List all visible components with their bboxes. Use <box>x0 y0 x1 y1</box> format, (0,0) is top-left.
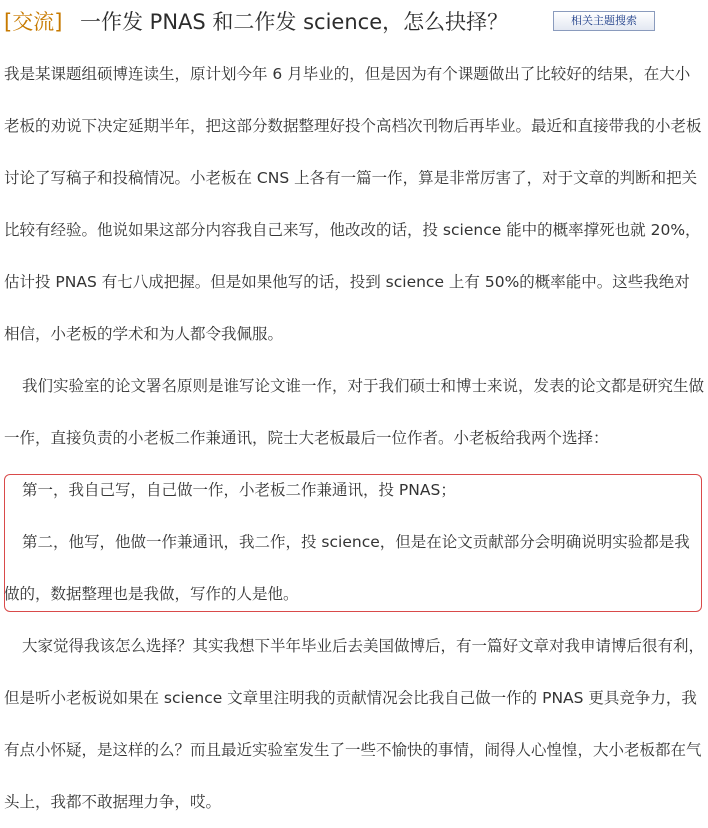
post-paragraph-3: 大家觉得我该怎么选择？其实我想下半年毕业后去美国做博后，有一篇好文章对我申请博后很有利，但是听小老板说如果在 science 文章里注明我的贡献情况会比我自己做一作的 PNAS 更具竞争力，我有点小怀疑，是这样的么？而且最近实验室发生了一些不愉快的事情，闹得人心惶惶，大小老板都在气头上，我都不敢据理力争，哎。 <box>4 637 705 811</box>
category-tag[interactable]: [交流] <box>4 10 63 34</box>
related-search-button[interactable]: 相关主题搜索 <box>553 11 655 31</box>
post-title: 一作发 PNAS 和二作发 science，怎么抉择？ <box>80 10 509 34</box>
option-2-text: 第二，他写，他做一作兼通讯，我二作，投 science，但是在论文贡献部分会明确说明实验都是我做的，数据整理也是我做，写作的人是他。 <box>4 533 690 603</box>
options-block <box>4 464 704 620</box>
post-paragraph-1: 我是某课题组硕博连读生，原计划今年 6 月毕业的，但是因为有个课题做出了比较好的结果，在大小老板的劝说下决定延期半年，把这部分数据整理好投个高档次刊物后再毕业。最近和直接带我的小老板讨论了写稿子和投稿情况。小老板在 CNS 上各有一篇一作，算是非常厉害了，对于文章的判断和把关比较有经验。他说如果这部分内容我自己来写，他改改的话，投 science 能中的概率撑死也就 20%，估计投 PNAS 有七八成把握。但是如果他写的话，投到 science 上有 50%的概率能中。这些我绝对相信，小老板的学术和为人都令我佩服。 <box>4 65 702 343</box>
post-title-row <box>2 6 706 40</box>
post-paragraph-2: 我们实验室的论文署名原则是谁写论文谁一作，对于我们硕士和博士来说，发表的论文都是研究生做一作，直接负责的小老板二作兼通讯，院士大老板最后一位作者。小老板给我两个选择： <box>4 377 705 447</box>
option-1-text: 第一，我自己写，自己做一作，小老板二作兼通讯，投 PNAS； <box>22 481 456 499</box>
